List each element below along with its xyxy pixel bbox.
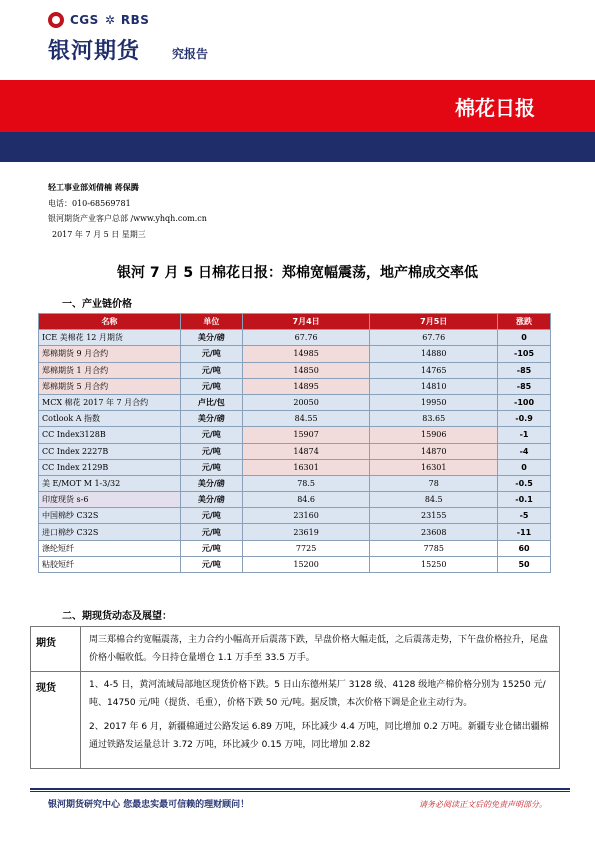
- brand-subtitle: 究报告: [172, 47, 209, 61]
- cell-change: -85: [498, 362, 551, 378]
- section-price-chain: 一、产业链价格: [62, 299, 132, 310]
- cell-jul4: 84.6: [242, 492, 370, 508]
- cell-jul5: 7785: [370, 540, 498, 556]
- cell-jul4: 16301: [242, 459, 370, 475]
- cell-jul5: 83.65: [370, 411, 498, 427]
- cgs-logo-icon: [48, 12, 64, 28]
- cell-change: 60: [498, 540, 551, 556]
- cell-jul4: 78.5: [242, 475, 370, 491]
- cell-jul5: 84.5: [370, 492, 498, 508]
- cell-unit: 元/吨: [180, 508, 242, 524]
- cell-jul5: 14880: [370, 346, 498, 362]
- cell-unit: 美分/磅: [180, 411, 242, 427]
- cell-unit: 元/吨: [180, 556, 242, 572]
- cell-change: -1: [498, 427, 551, 443]
- spot-paragraph-2: 2、2017 年 6 月，新疆棉通过公路发运 6.89 万吨，环比减少 4.4 万吨，同比增加 0.2 万吨。新疆专业仓储出疆棉通过铁路发运量总计 3.72 万吨，环比减少 0.15 万吨，同比增加 2.82: [89, 722, 549, 750]
- cell-change: -0.9: [498, 411, 551, 427]
- report-headline: 银河 7 月 5 日棉花日报：郑棉宽幅震荡，地产棉成交率低: [117, 265, 478, 281]
- cell-jul4: 14895: [242, 378, 370, 394]
- spot-paragraph-1: 1、4-5 日，黄河流域局部地区现货价格下跌。5 日山东德州某厂 3128 级、4128 级地产棉价格分别为 15250 元/吨、14750 元/吨（提货、毛重），价格下跌 50 元/吨。据反馈，本次价格下调是企业主动行为。: [89, 680, 546, 708]
- table-row: [39, 540, 551, 556]
- section-outlook: 二、期现货动态及展望：: [62, 611, 172, 622]
- outlook-spot-row: [31, 672, 560, 769]
- outlook-futures-row: [31, 627, 560, 672]
- cell-unit: 元/吨: [180, 540, 242, 556]
- cell-change: -105: [498, 346, 551, 362]
- price-table-header: [39, 314, 551, 330]
- outlook-table: [30, 626, 560, 769]
- table-row: [39, 362, 551, 378]
- cell-jul5: 14870: [370, 443, 498, 459]
- cell-jul5: 19950: [370, 394, 498, 410]
- cell-name: CC Index 2227B: [39, 443, 181, 459]
- col-jul5: 7月5日: [370, 314, 498, 330]
- report-authors: 轻工事业部刘倩楠 蒋保腾: [48, 183, 139, 192]
- table-row: [39, 459, 551, 475]
- cell-jul5: 23155: [370, 508, 498, 524]
- spot-text: [81, 672, 560, 769]
- cell-name: 郑棉期货 1 月合约: [39, 362, 181, 378]
- cell-unit: 美分/磅: [180, 492, 242, 508]
- col-unit: 单位: [180, 314, 242, 330]
- logo-cgs-text: CGS: [70, 13, 99, 27]
- report-website: 银河期货产业客户总部 /www.yhqh.com.cn: [48, 214, 207, 223]
- cell-jul5: 14810: [370, 378, 498, 394]
- col-name: 名称: [39, 314, 181, 330]
- cell-unit: 元/吨: [180, 427, 242, 443]
- table-row: [39, 378, 551, 394]
- cell-unit: 美分/磅: [180, 475, 242, 491]
- cell-jul5: 67.76: [370, 330, 498, 346]
- col-change: 涨跌: [498, 314, 551, 330]
- rbs-logo-icon: ✲: [104, 13, 115, 27]
- cell-unit: 元/吨: [180, 443, 242, 459]
- cell-name: 郑棉期货 5 月合约: [39, 378, 181, 394]
- logo-rbs-text: RBS: [120, 13, 150, 27]
- cell-jul4: 23619: [242, 524, 370, 540]
- cell-jul4: 23160: [242, 508, 370, 524]
- report-date: 2017 年 7 月 5 日 星期三: [52, 230, 146, 239]
- banner-title: 棉花日报: [455, 96, 535, 120]
- cell-change: 0: [498, 459, 551, 475]
- cell-jul4: 67.76: [242, 330, 370, 346]
- cell-jul4: 15200: [242, 556, 370, 572]
- spot-label: 现货: [31, 672, 81, 769]
- table-row: [39, 508, 551, 524]
- cell-name: ICE 美棉花 12 月期货: [39, 330, 181, 346]
- cell-name: 进口棉纱 C32S: [39, 524, 181, 540]
- futures-label: 期货: [31, 627, 81, 672]
- cell-jul5: 16301: [370, 459, 498, 475]
- cell-name: 粘胶短纤: [39, 556, 181, 572]
- cell-change: -0.5: [498, 475, 551, 491]
- cell-unit: 元/吨: [180, 346, 242, 362]
- cell-name: 印度现货 s-6: [39, 492, 181, 508]
- cell-name: 美 E/MOT M 1-3/32: [39, 475, 181, 491]
- cell-name: 中国棉纱 C32S: [39, 508, 181, 524]
- cell-unit: 元/吨: [180, 362, 242, 378]
- cell-jul4: 84.55: [242, 411, 370, 427]
- cell-change: -100: [498, 394, 551, 410]
- cell-name: 涤纶短纤: [39, 540, 181, 556]
- cell-change: -11: [498, 524, 551, 540]
- cell-name: CC Index 2129B: [39, 459, 181, 475]
- table-row: [39, 524, 551, 540]
- cell-jul4: 7725: [242, 540, 370, 556]
- cell-name: 郑棉期货 9 月合约: [39, 346, 181, 362]
- table-row: [39, 475, 551, 491]
- brand-name: 银河期货: [48, 39, 141, 64]
- cell-jul5: 78: [370, 475, 498, 491]
- table-row: [39, 492, 551, 508]
- cell-jul5: 15250: [370, 556, 498, 572]
- footer-slogan: 银河期货研究中心 您最忠实最可信赖的理财顾问！: [48, 800, 250, 810]
- cell-unit: 美分/磅: [180, 330, 242, 346]
- table-row: [39, 411, 551, 427]
- footer-disclaimer: 请务必阅读正文后的免责声明部分。: [419, 800, 547, 809]
- table-row: [39, 330, 551, 346]
- cell-change: -4: [498, 443, 551, 459]
- cell-change: 50: [498, 556, 551, 572]
- footer-divider-thin: [30, 791, 570, 792]
- table-row: [39, 556, 551, 572]
- col-jul4: 7月4日: [242, 314, 370, 330]
- cell-name: MCX 棉花 2017 年 7 月合约: [39, 394, 181, 410]
- cell-jul4: 20050: [242, 394, 370, 410]
- table-row: [39, 394, 551, 410]
- cell-jul5: 15906: [370, 427, 498, 443]
- logo: [48, 10, 149, 30]
- table-row: [39, 346, 551, 362]
- cell-name: CC Index3128B: [39, 427, 181, 443]
- cell-unit: 元/吨: [180, 524, 242, 540]
- table-row: [39, 443, 551, 459]
- footer-divider: [30, 788, 570, 790]
- cell-jul4: 15907: [242, 427, 370, 443]
- cell-change: 0: [498, 330, 551, 346]
- cell-jul4: 14874: [242, 443, 370, 459]
- title-banner: [0, 80, 595, 132]
- cell-change: -85: [498, 378, 551, 394]
- report-phone: 电话：010-68569781: [48, 199, 131, 208]
- cell-jul5: 14765: [370, 362, 498, 378]
- cell-unit: 元/吨: [180, 459, 242, 475]
- cell-name: Cotlook A 指数: [39, 411, 181, 427]
- cell-jul4: 14850: [242, 362, 370, 378]
- navy-band: [0, 132, 595, 162]
- cell-jul4: 14985: [242, 346, 370, 362]
- price-table: [38, 313, 551, 573]
- futures-text: 周三郑棉合约宽幅震荡，主力合约小幅高开后震荡下跌，早盘价格大幅走低，之后震荡走势，下午盘价格拉升，尾盘价格小幅收低。今日持仓量增仓 1.1 万手至 33.5 万手。: [81, 627, 560, 672]
- table-row: [39, 427, 551, 443]
- cell-change: -0.1: [498, 492, 551, 508]
- cell-unit: 卢比/包: [180, 394, 242, 410]
- cell-jul5: 23608: [370, 524, 498, 540]
- cell-change: -5: [498, 508, 551, 524]
- cell-unit: 元/吨: [180, 378, 242, 394]
